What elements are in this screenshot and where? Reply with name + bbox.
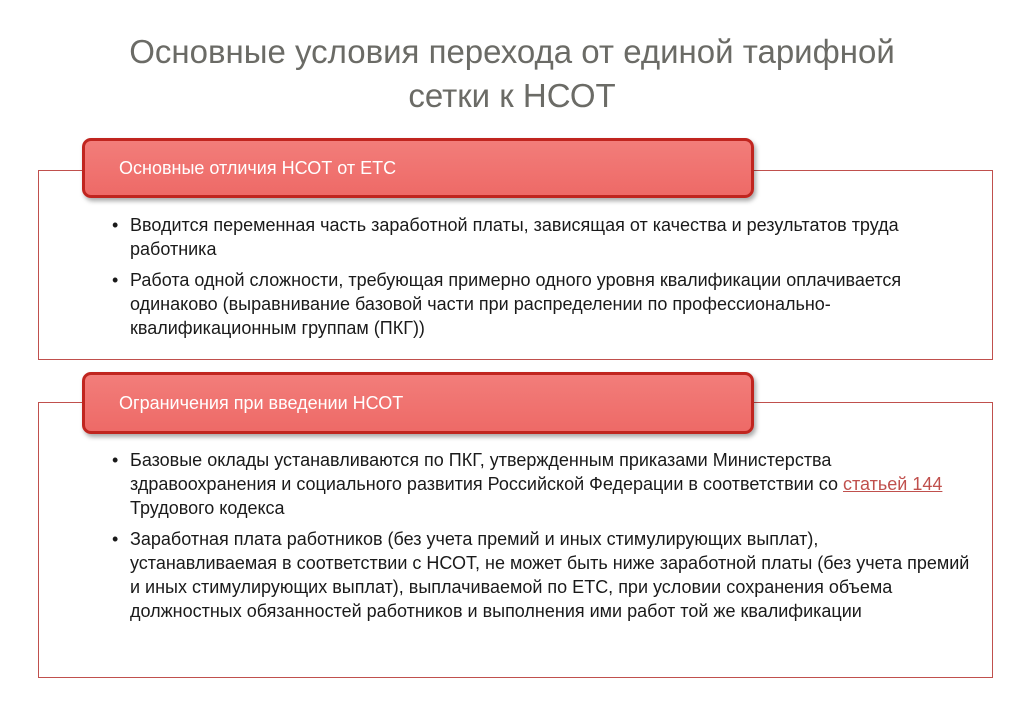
bullet-icon: •: [112, 215, 119, 235]
list-item: [100, 527, 970, 623]
list-item: [100, 448, 970, 520]
list-item-text: Вводится переменная часть заработной платы, зависящая от качества и результатов труда работника: [130, 215, 899, 259]
slide-title-line1: Основные условия перехода от единой тарифной: [129, 33, 895, 70]
list-item: [100, 213, 970, 261]
article-144-link[interactable]: статьей 144: [843, 474, 943, 494]
section-differences-header: [82, 138, 754, 198]
slide-title: [0, 30, 1024, 118]
section-restrictions-header-label: Ограничения при введении НСОТ: [119, 393, 404, 413]
bullet-icon: •: [112, 270, 119, 290]
bullet-icon: •: [112, 529, 119, 549]
list-item-text: Работа одной сложности, требующая примерно одного уровня квалификации оплачивается одинаково (выравнивание базовой части при распределении по профессионально-квалификационным группам (ПКГ)): [130, 270, 902, 338]
slide-title-line2: сетки к НСОТ: [408, 77, 616, 114]
list-item-text: Базовые оклады устанавливаются по ПКГ, утвержденным приказами Министерства здравоохранения и социального развития Российской Федерации в соответствии со: [130, 450, 838, 494]
list-item: [100, 268, 970, 340]
section-restrictions-list: [100, 448, 970, 630]
list-item-text: Заработная плата работников (без учета премий и иных стимулирующих выплат), устанавливаемая в соответствии с НСОТ, не может быть ниже заработной платы (без учета премий и иных стимулирующих выплат), выплачиваемой по ЕТС, при условии сохранения объема должностных обязанностей работников и выполнения ими работ той же квалификации: [130, 529, 970, 621]
section-differences-header-label: Основные отличия НСОТ от ЕТС: [119, 158, 397, 178]
list-item-text-tail: Трудового кодекса: [130, 498, 285, 518]
section-restrictions-header: [82, 372, 754, 434]
bullet-icon: •: [112, 450, 119, 470]
section-differences-list: [100, 213, 970, 347]
